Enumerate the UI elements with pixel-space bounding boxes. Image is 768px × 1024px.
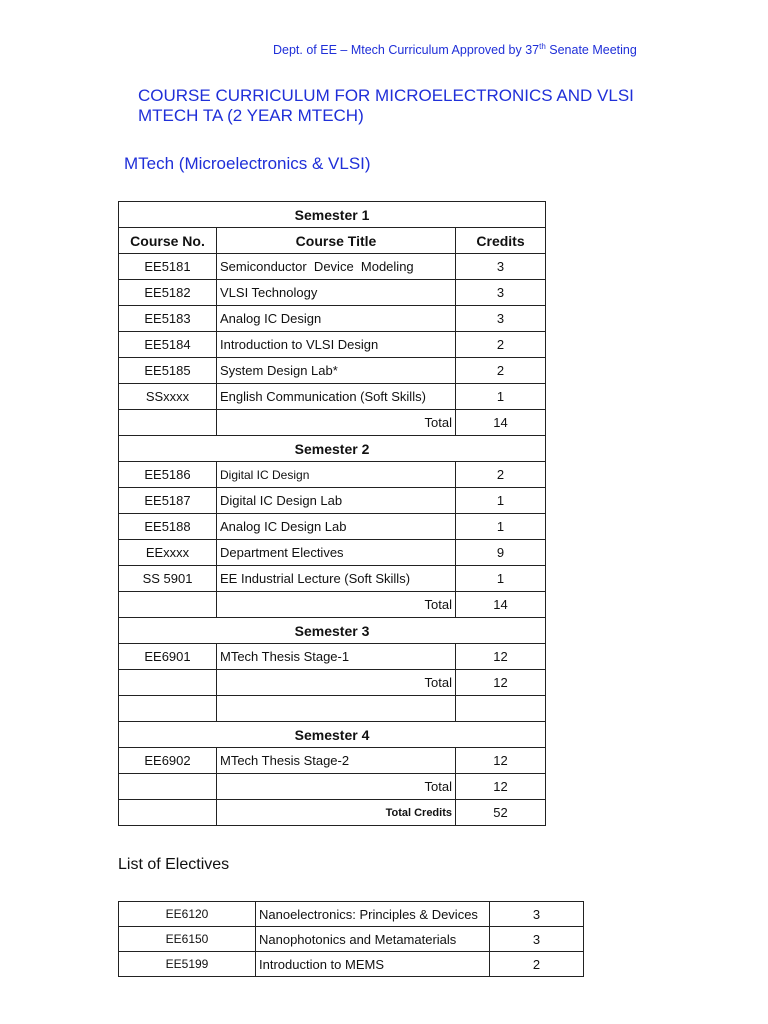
course-title-header: Course Title <box>217 228 456 254</box>
course-no: EExxxx <box>119 540 217 566</box>
empty-cell <box>456 696 546 722</box>
total-row <box>119 410 546 436</box>
course-title: Analog IC Design <box>217 306 456 332</box>
credits-header: Credits <box>456 228 546 254</box>
total-value: 14 <box>456 410 546 436</box>
course-credits: 1 <box>456 566 546 592</box>
elective-code: EE5199 <box>119 952 256 977</box>
empty-cell <box>119 800 217 826</box>
course-title: Digital IC Design <box>217 462 456 488</box>
elective-credits: 2 <box>490 952 584 977</box>
course-title: EE Industrial Lecture (Soft Skills) <box>217 566 456 592</box>
course-row <box>119 514 546 540</box>
semester-row <box>119 202 546 228</box>
empty-cell <box>217 696 456 722</box>
course-row <box>119 280 546 306</box>
course-title: MTech Thesis Stage-1 <box>217 644 456 670</box>
course-no: SSxxxx <box>119 384 217 410</box>
course-no: EE5188 <box>119 514 217 540</box>
header-superscript: th <box>539 42 546 51</box>
header-prefix: Dept. of EE – Mtech Curriculum Approved by 37 <box>273 43 540 57</box>
course-row <box>119 540 546 566</box>
elective-row <box>119 902 584 927</box>
course-row <box>119 748 546 774</box>
course-no: EE5182 <box>119 280 217 306</box>
course-credits: 1 <box>456 384 546 410</box>
elective-code: EE6120 <box>119 902 256 927</box>
electives-heading: List of Electives <box>118 856 230 873</box>
course-no: EE5184 <box>119 332 217 358</box>
course-row <box>119 332 546 358</box>
course-credits: 2 <box>456 358 546 384</box>
course-credits: 3 <box>456 306 546 332</box>
total-credits-row <box>119 800 546 826</box>
course-title: English Communication (Soft Skills) <box>217 384 456 410</box>
elective-row <box>119 952 584 977</box>
document-title-line-2: MTECH TA (2 YEAR MTECH) <box>138 106 364 125</box>
course-row <box>119 488 546 514</box>
semester-label: Semester 4 <box>119 722 546 748</box>
elective-credits: 3 <box>490 927 584 952</box>
course-row <box>119 254 546 280</box>
empty-cell <box>119 774 217 800</box>
course-no: SS 5901 <box>119 566 217 592</box>
course-credits: 3 <box>456 254 546 280</box>
elective-title: Introduction to MEMS <box>256 952 490 977</box>
program-heading: MTech (Microelectronics & VLSI) <box>124 154 371 173</box>
total-label: Total <box>217 670 456 696</box>
elective-credits: 3 <box>490 902 584 927</box>
course-credits: 1 <box>456 514 546 540</box>
course-row <box>119 358 546 384</box>
course-row <box>119 462 546 488</box>
page-header <box>273 42 637 57</box>
course-no: EE6902 <box>119 748 217 774</box>
course-row <box>119 644 546 670</box>
empty-cell <box>119 696 217 722</box>
curriculum-table <box>118 201 546 826</box>
course-no-header: Course No. <box>119 228 217 254</box>
total-label: Total <box>217 592 456 618</box>
course-credits: 12 <box>456 644 546 670</box>
course-no: EE5185 <box>119 358 217 384</box>
elective-row <box>119 927 584 952</box>
course-title: System Design Lab* <box>217 358 456 384</box>
elective-title: Nanophotonics and Metamaterials <box>256 927 490 952</box>
total-credits-value: 52 <box>456 800 546 826</box>
total-credits-label: Total Credits <box>217 800 456 826</box>
course-credits: 2 <box>456 332 546 358</box>
course-no: EE5187 <box>119 488 217 514</box>
course-title: Introduction to VLSI Design <box>217 332 456 358</box>
total-row <box>119 774 546 800</box>
course-no: EE5186 <box>119 462 217 488</box>
course-no: EE5181 <box>119 254 217 280</box>
course-credits: 12 <box>456 748 546 774</box>
total-label: Total <box>217 774 456 800</box>
course-title: Semiconductor Device Modeling <box>217 254 456 280</box>
total-value: 14 <box>456 592 546 618</box>
blank-row <box>119 696 546 722</box>
total-row <box>119 592 546 618</box>
course-title: Department Electives <box>217 540 456 566</box>
course-row <box>119 306 546 332</box>
course-title: VLSI Technology <box>217 280 456 306</box>
course-title: Digital IC Design Lab <box>217 488 456 514</box>
course-row <box>119 384 546 410</box>
column-header-row <box>119 228 546 254</box>
course-no: EE6901 <box>119 644 217 670</box>
course-no: EE5183 <box>119 306 217 332</box>
course-credits: 1 <box>456 488 546 514</box>
semester-row <box>119 436 546 462</box>
empty-cell <box>119 592 217 618</box>
semester-label: Semester 1 <box>119 202 546 228</box>
semester-row <box>119 618 546 644</box>
elective-code: EE6150 <box>119 927 256 952</box>
course-title: Analog IC Design Lab <box>217 514 456 540</box>
semester-row <box>119 722 546 748</box>
electives-table <box>118 901 584 977</box>
empty-cell <box>119 410 217 436</box>
header-suffix: Senate Meeting <box>545 43 637 57</box>
semester-label: Semester 3 <box>119 618 546 644</box>
course-title: MTech Thesis Stage-2 <box>217 748 456 774</box>
total-value: 12 <box>456 670 546 696</box>
total-value: 12 <box>456 774 546 800</box>
course-credits: 9 <box>456 540 546 566</box>
course-credits: 2 <box>456 462 546 488</box>
course-row <box>119 566 546 592</box>
total-label: Total <box>217 410 456 436</box>
document-title <box>138 86 634 126</box>
course-credits: 3 <box>456 280 546 306</box>
document-title-line-1: COURSE CURRICULUM FOR MICROELECTRONICS AND VLSI <box>138 86 634 105</box>
empty-cell <box>119 670 217 696</box>
total-row <box>119 670 546 696</box>
semester-label: Semester 2 <box>119 436 546 462</box>
elective-title: Nanoelectronics: Principles & Devices <box>256 902 490 927</box>
